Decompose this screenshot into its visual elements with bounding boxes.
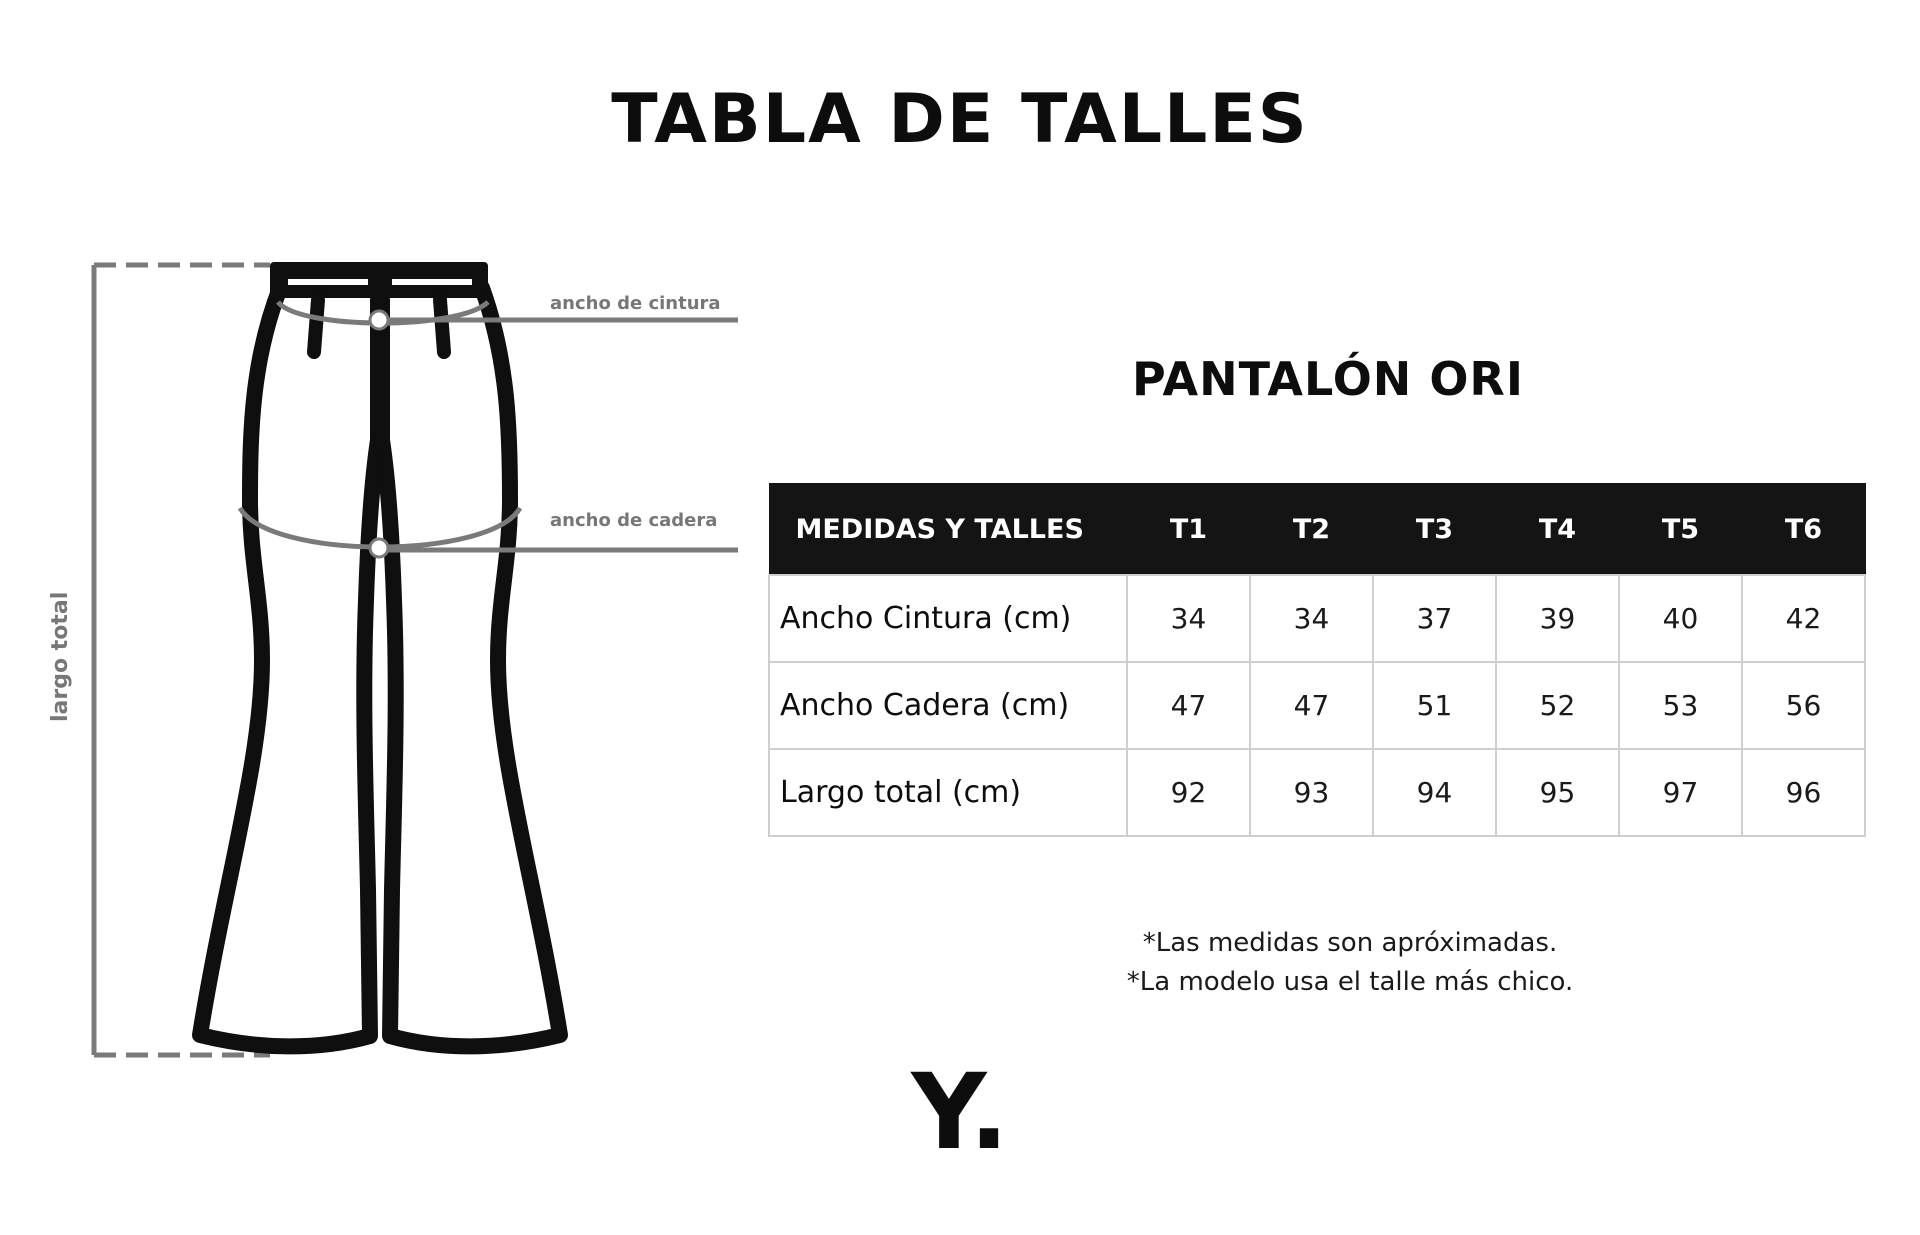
table-cell: 97	[1619, 749, 1742, 836]
page-title: TABLA DE TALLES	[611, 80, 1309, 159]
table-row	[769, 575, 1865, 662]
table-cell: 34	[1250, 575, 1373, 662]
table-cell: 56	[1742, 662, 1865, 749]
table-cell: 92	[1127, 749, 1250, 836]
table-cell: 94	[1373, 749, 1496, 836]
header-measures: MEDIDAS Y TALLES	[769, 484, 1127, 576]
table-cell: 34	[1127, 575, 1250, 662]
note-approximate: *Las medidas son apróximadas.	[1142, 928, 1558, 958]
length-guide	[94, 265, 270, 1055]
header-size: T1	[1127, 484, 1250, 576]
notes	[1040, 924, 1660, 1002]
row-label: Ancho Cadera (cm)	[769, 662, 1127, 749]
table-cell: 52	[1496, 662, 1619, 749]
table-header-row	[769, 484, 1865, 576]
product-title: PANTALÓN ORI	[1132, 352, 1524, 406]
length-label: largo total	[48, 591, 73, 722]
table-cell: 96	[1742, 749, 1865, 836]
size-table	[768, 483, 1866, 837]
table-cell: 42	[1742, 575, 1865, 662]
table-cell: 39	[1496, 575, 1619, 662]
table-cell: 93	[1250, 749, 1373, 836]
hip-label: ancho de cadera	[550, 510, 718, 531]
table-cell: 47	[1127, 662, 1250, 749]
table-cell: 51	[1373, 662, 1496, 749]
header-size: T4	[1496, 484, 1619, 576]
header-size: T2	[1250, 484, 1373, 576]
pants-measurement-diagram	[0, 0, 800, 1120]
table-cell: 53	[1619, 662, 1742, 749]
waist-label: ancho de cintura	[550, 293, 721, 314]
table-cell: 37	[1373, 575, 1496, 662]
row-label: Largo total (cm)	[769, 749, 1127, 836]
header-size: T6	[1742, 484, 1865, 576]
table-row	[769, 749, 1865, 836]
table-row	[769, 662, 1865, 749]
brand-logo: Y.	[911, 1051, 1009, 1173]
table-cell: 40	[1619, 575, 1742, 662]
table-cell: 95	[1496, 749, 1619, 836]
table-cell: 47	[1250, 662, 1373, 749]
pants-icon	[200, 262, 560, 1046]
header-size: T5	[1619, 484, 1742, 576]
note-model-size: *La modelo usa el talle más chico.	[1126, 967, 1574, 997]
row-label: Ancho Cintura (cm)	[769, 575, 1127, 662]
header-size: T3	[1373, 484, 1496, 576]
